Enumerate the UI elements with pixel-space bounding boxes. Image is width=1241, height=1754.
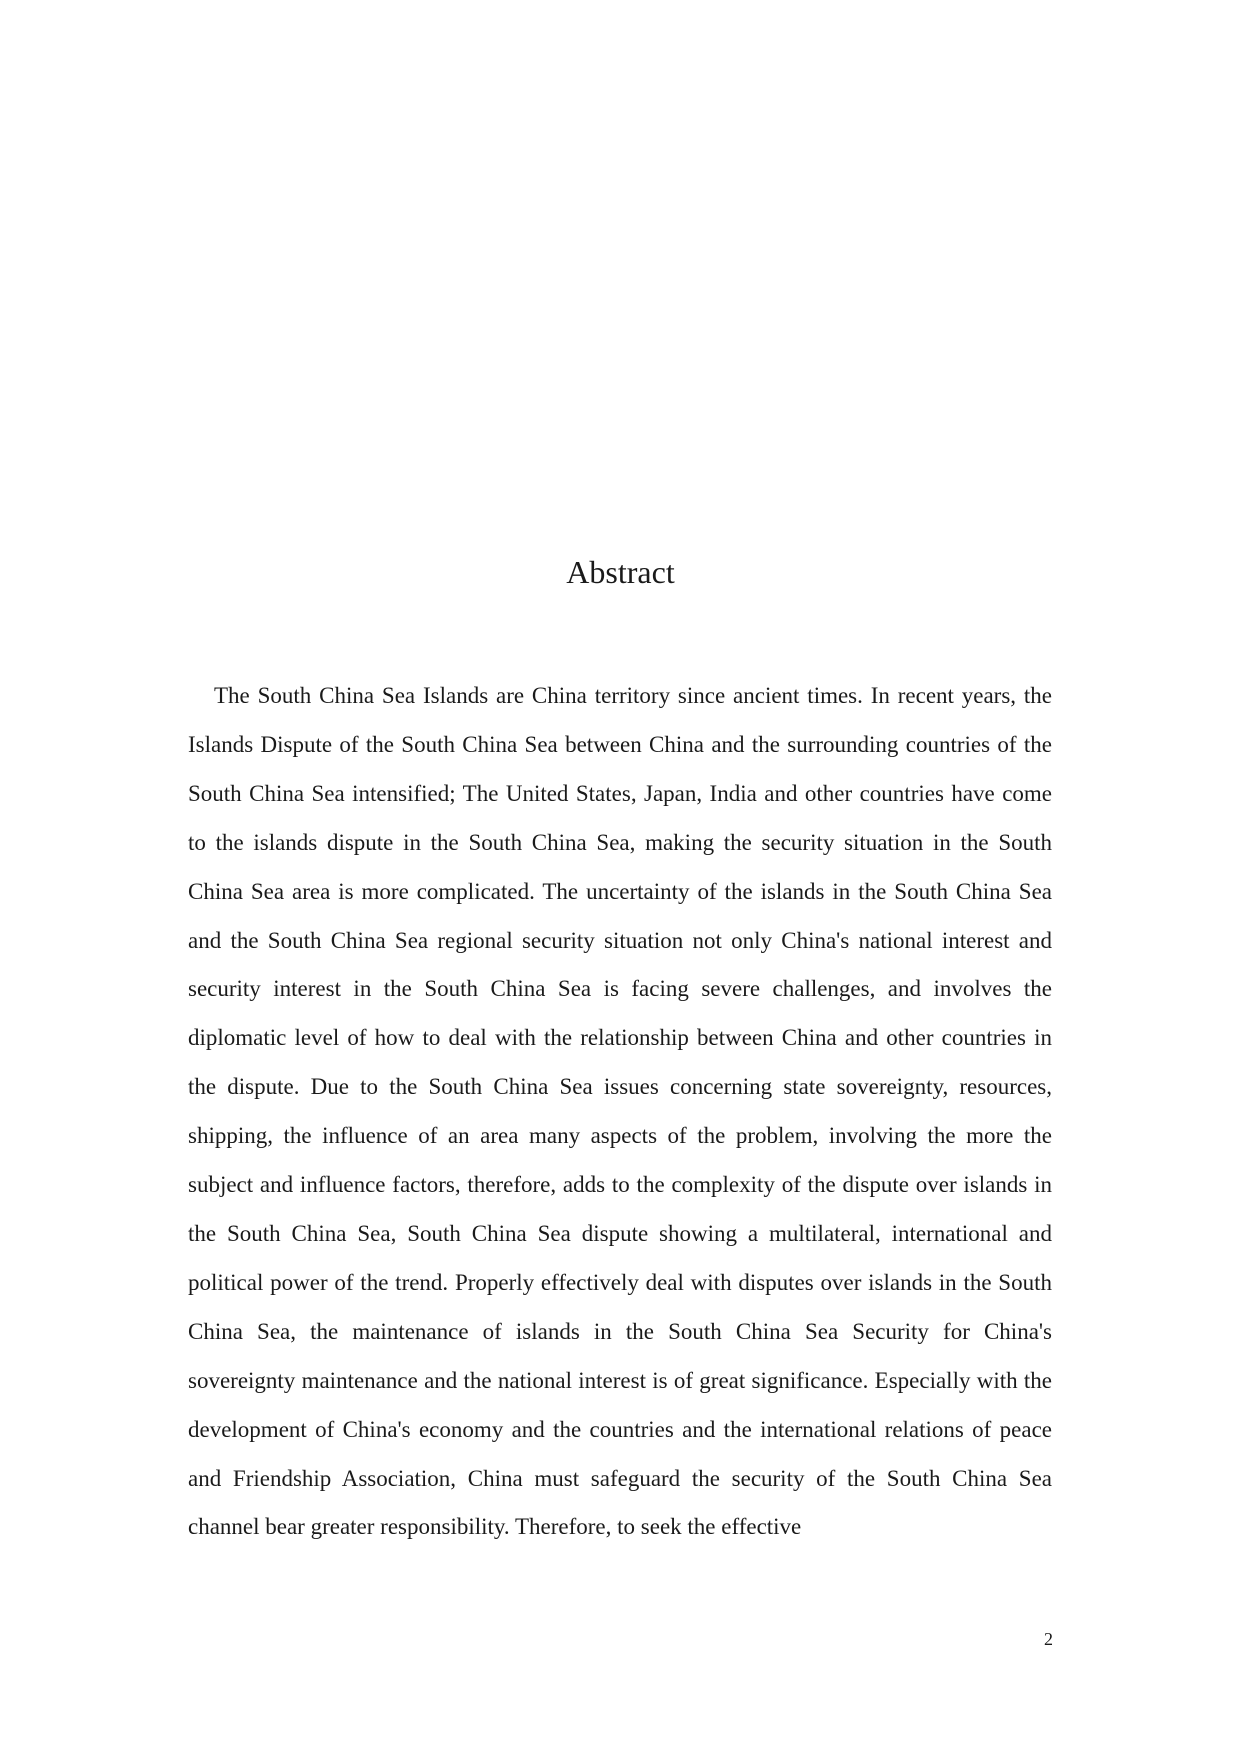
abstract-paragraph: The South China Sea Islands are China territory since ancient times. In recent years, the Islands Dispute of the South China Sea between China and the surrounding countries of the South China Sea intensified; The United States, Japan, India and other countries have come to the islands dispute in the South China Sea, making the security situation in the South China Sea area is more complicated. The uncertainty of the islands in the South China Sea and the South China Sea regional security situation not only China's national interest and security interest in the South China Sea is facing severe challenges, and involves the diplomatic level of how to deal with the relationship between China and other countries in the dispute. Due to the South China Sea issues concerning state sovereignty, resources, shipping, the influence of an area many aspects of the problem, involving the more the subject and influence factors, therefore, adds to the complexity of the dispute over islands in the South China Sea, South China Sea dispute showing a multilateral, international and political power of the trend. Properly effectively deal with disputes over islands in the South China Sea, the maintenance of islands in the South China Sea Security for China's sovereignty maintenance and the national interest is of great significance. Especially with the development of China's economy and the countries and the international relations of peace and Friendship Association, China must safeguard the security of the South China Sea channel bear greater responsibility. Therefore, to seek the effective xyxy=(188,683,1052,1540)
page-number: 2 xyxy=(1044,1629,1053,1649)
abstract-title: Abstract xyxy=(566,554,675,590)
